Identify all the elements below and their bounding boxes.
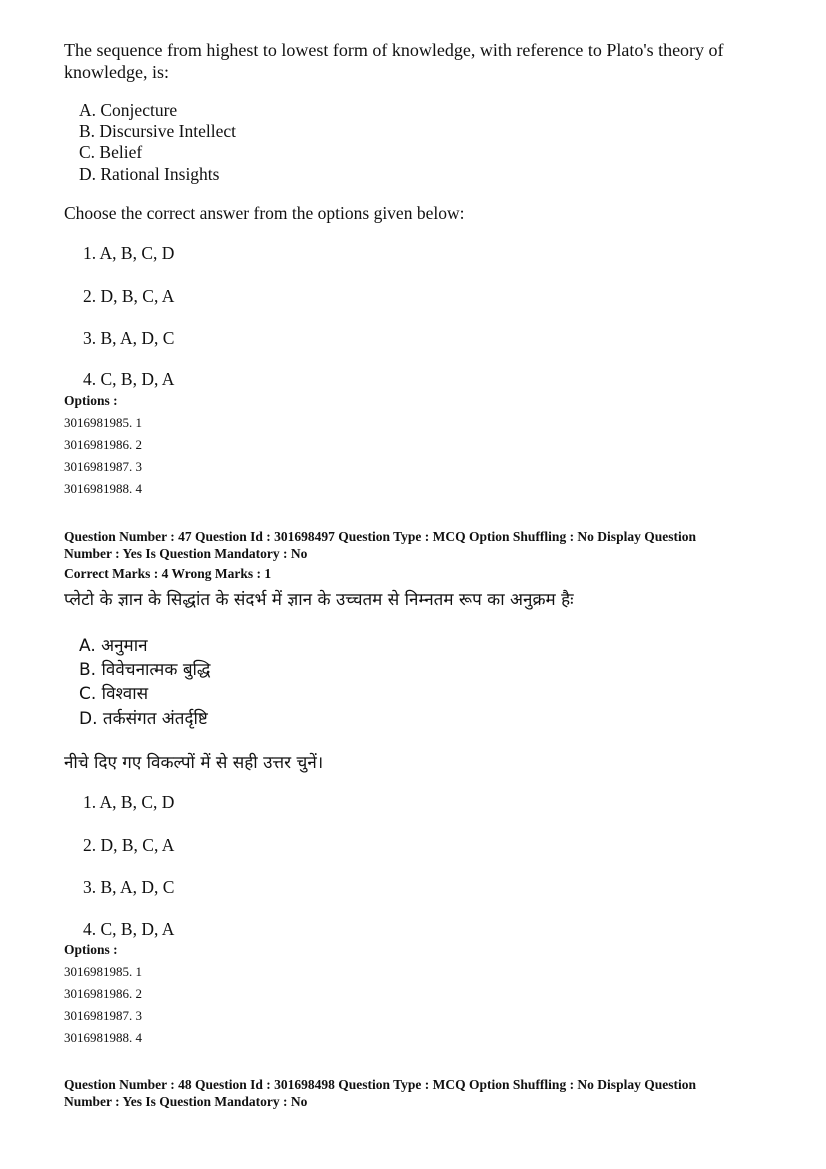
marks-info: Correct Marks : 4 Wrong Marks : 1 [64, 566, 272, 581]
choose-instruction-hindi: नीचे दिए गए विकल्पों में से सही उत्तर चुनें। [64, 753, 324, 773]
statement-d-hindi: D. तर्कसंगत अंतर्दृष्टि [79, 709, 208, 729]
option-id: 3016981988. 4 [64, 481, 142, 496]
answer-option-1: 1. A, B, C, D [83, 792, 175, 812]
question-text-hindi: प्लेटो के ज्ञान के सिद्धांत के संदर्भ में ज्ञान के उच्चतम से निम्नतम रूप का अनुक्रम हैः [64, 590, 574, 610]
question-meta [64, 529, 764, 562]
question-meta [64, 1077, 764, 1110]
answer-option-3: 3. B, A, D, C [83, 328, 175, 348]
question-text: The sequence from highest to lowest form of knowledge, with reference to Plato's theory of knowledge, is: [64, 40, 724, 82]
option-id: 3016981988. 4 [64, 1030, 142, 1045]
statement-b-hindi: B. विवेचनात्मक बुद्धि [79, 660, 211, 680]
option-id: 3016981986. 2 [64, 437, 142, 452]
question-meta-line-1: Question Number : 48 Question Id : 301698498 Question Type : MCQ Option Shuffling : No Display Question [64, 1077, 696, 1092]
statement-b: B. Discursive Intellect [79, 121, 236, 141]
option-id: 3016981986. 2 [64, 986, 142, 1001]
answer-option-4: 4. C, B, D, A [83, 919, 175, 939]
statement-a: A. Conjecture [79, 100, 178, 120]
options-label: Options : [64, 942, 118, 957]
answer-option-1: 1. A, B, C, D [83, 243, 175, 263]
option-id: 3016981987. 3 [64, 459, 142, 474]
option-id: 3016981985. 1 [64, 415, 142, 430]
option-id: 3016981985. 1 [64, 964, 142, 979]
question-meta-line-2: Number : Yes Is Question Mandatory : No [64, 1093, 308, 1109]
statement-d: D. Rational Insights [79, 164, 220, 184]
question-meta-line-1: Question Number : 47 Question Id : 301698497 Question Type : MCQ Option Shuffling : No Display Question [64, 529, 696, 544]
question-meta-line-2: Number : Yes Is Question Mandatory : No [64, 545, 308, 561]
options-label: Options : [64, 393, 118, 408]
statement-c: C. Belief [79, 142, 143, 162]
answer-option-2: 2. D, B, C, A [83, 286, 175, 306]
statement-c-hindi: C. विश्वास [79, 684, 149, 704]
choose-instruction: Choose the correct answer from the options given below: [64, 203, 465, 223]
option-id: 3016981987. 3 [64, 1008, 142, 1023]
answer-option-4: 4. C, B, D, A [83, 369, 175, 389]
answer-option-3: 3. B, A, D, C [83, 877, 175, 897]
statement-a-hindi: A. अनुमान [79, 636, 148, 656]
answer-option-2: 2. D, B, C, A [83, 835, 175, 855]
